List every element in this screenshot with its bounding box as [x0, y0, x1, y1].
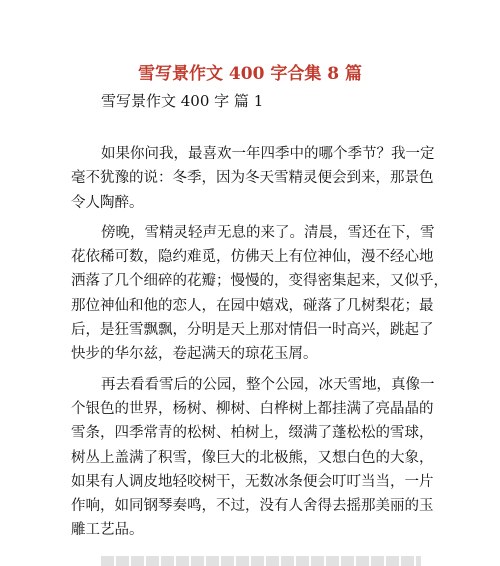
text-line: 树丛上盖满了积雪，像巨大的北极熊，又想白色的大象， — [71, 449, 434, 466]
article-body — [71, 142, 448, 549]
text-line: 如果有人调皮地轻咬树干，无数冰条便会叮叮当当，一片 — [71, 473, 434, 490]
text-line: 再去看看雪后的公园，整个公园，冰天雪地，真像一 — [101, 376, 435, 393]
text-line: 令人陶醉。 — [71, 194, 144, 211]
text-line: 快步的华尔兹，卷起满天的琼花玉屑。 — [71, 346, 318, 363]
text-line: 傍晚，雪精灵轻声无息的来了。清晨，雪还在下，雪 — [101, 224, 435, 241]
text-line: 那位神仙和他的恋人，在园中嬉戏，碰落了几树梨花；最 — [71, 297, 434, 314]
text-line: 洒落了几个细碎的花瓣；慢慢的，变得密集起来，又似乎， — [71, 273, 448, 290]
text-line: 雕工艺品。 — [71, 522, 144, 539]
cutoff-next-line — [0, 556, 500, 566]
faded-text-line — [101, 556, 421, 566]
section-subtitle: 雪写景作文 400 字 篇 1 — [101, 92, 264, 110]
text-line: 后，是狂雪飘飘，分明是天上那对情侣一时高兴，跳起了 — [71, 322, 434, 339]
text-line: 作响，如同钢琴奏鸣，不过，没有人舍得去摇那美丽的玉 — [71, 498, 434, 515]
paragraph-2 — [71, 221, 448, 367]
text-line: 雪条，四季常青的松树、柏树上，缀满了蓬松松的雪球， — [71, 425, 434, 442]
text-line: 花依稀可数，隐约难觅，仿佛天上有位神仙，漫不经心地 — [71, 249, 434, 266]
text-line: 如果你问我，最喜欢一年四季中的哪个季节？我一定 — [101, 146, 435, 162]
text-line: 毫不犹豫的说：冬季，因为冬天雪精灵便会到来，那景色 — [71, 170, 434, 187]
paragraph-1 — [71, 142, 435, 215]
text-line: 个银色的世界，杨树、柳树、白桦树上都挂满了亮晶晶的 — [71, 400, 434, 417]
paragraph-3 — [71, 373, 435, 543]
document-title: 雪写景作文 400 字合集 8 篇 — [138, 64, 362, 84]
